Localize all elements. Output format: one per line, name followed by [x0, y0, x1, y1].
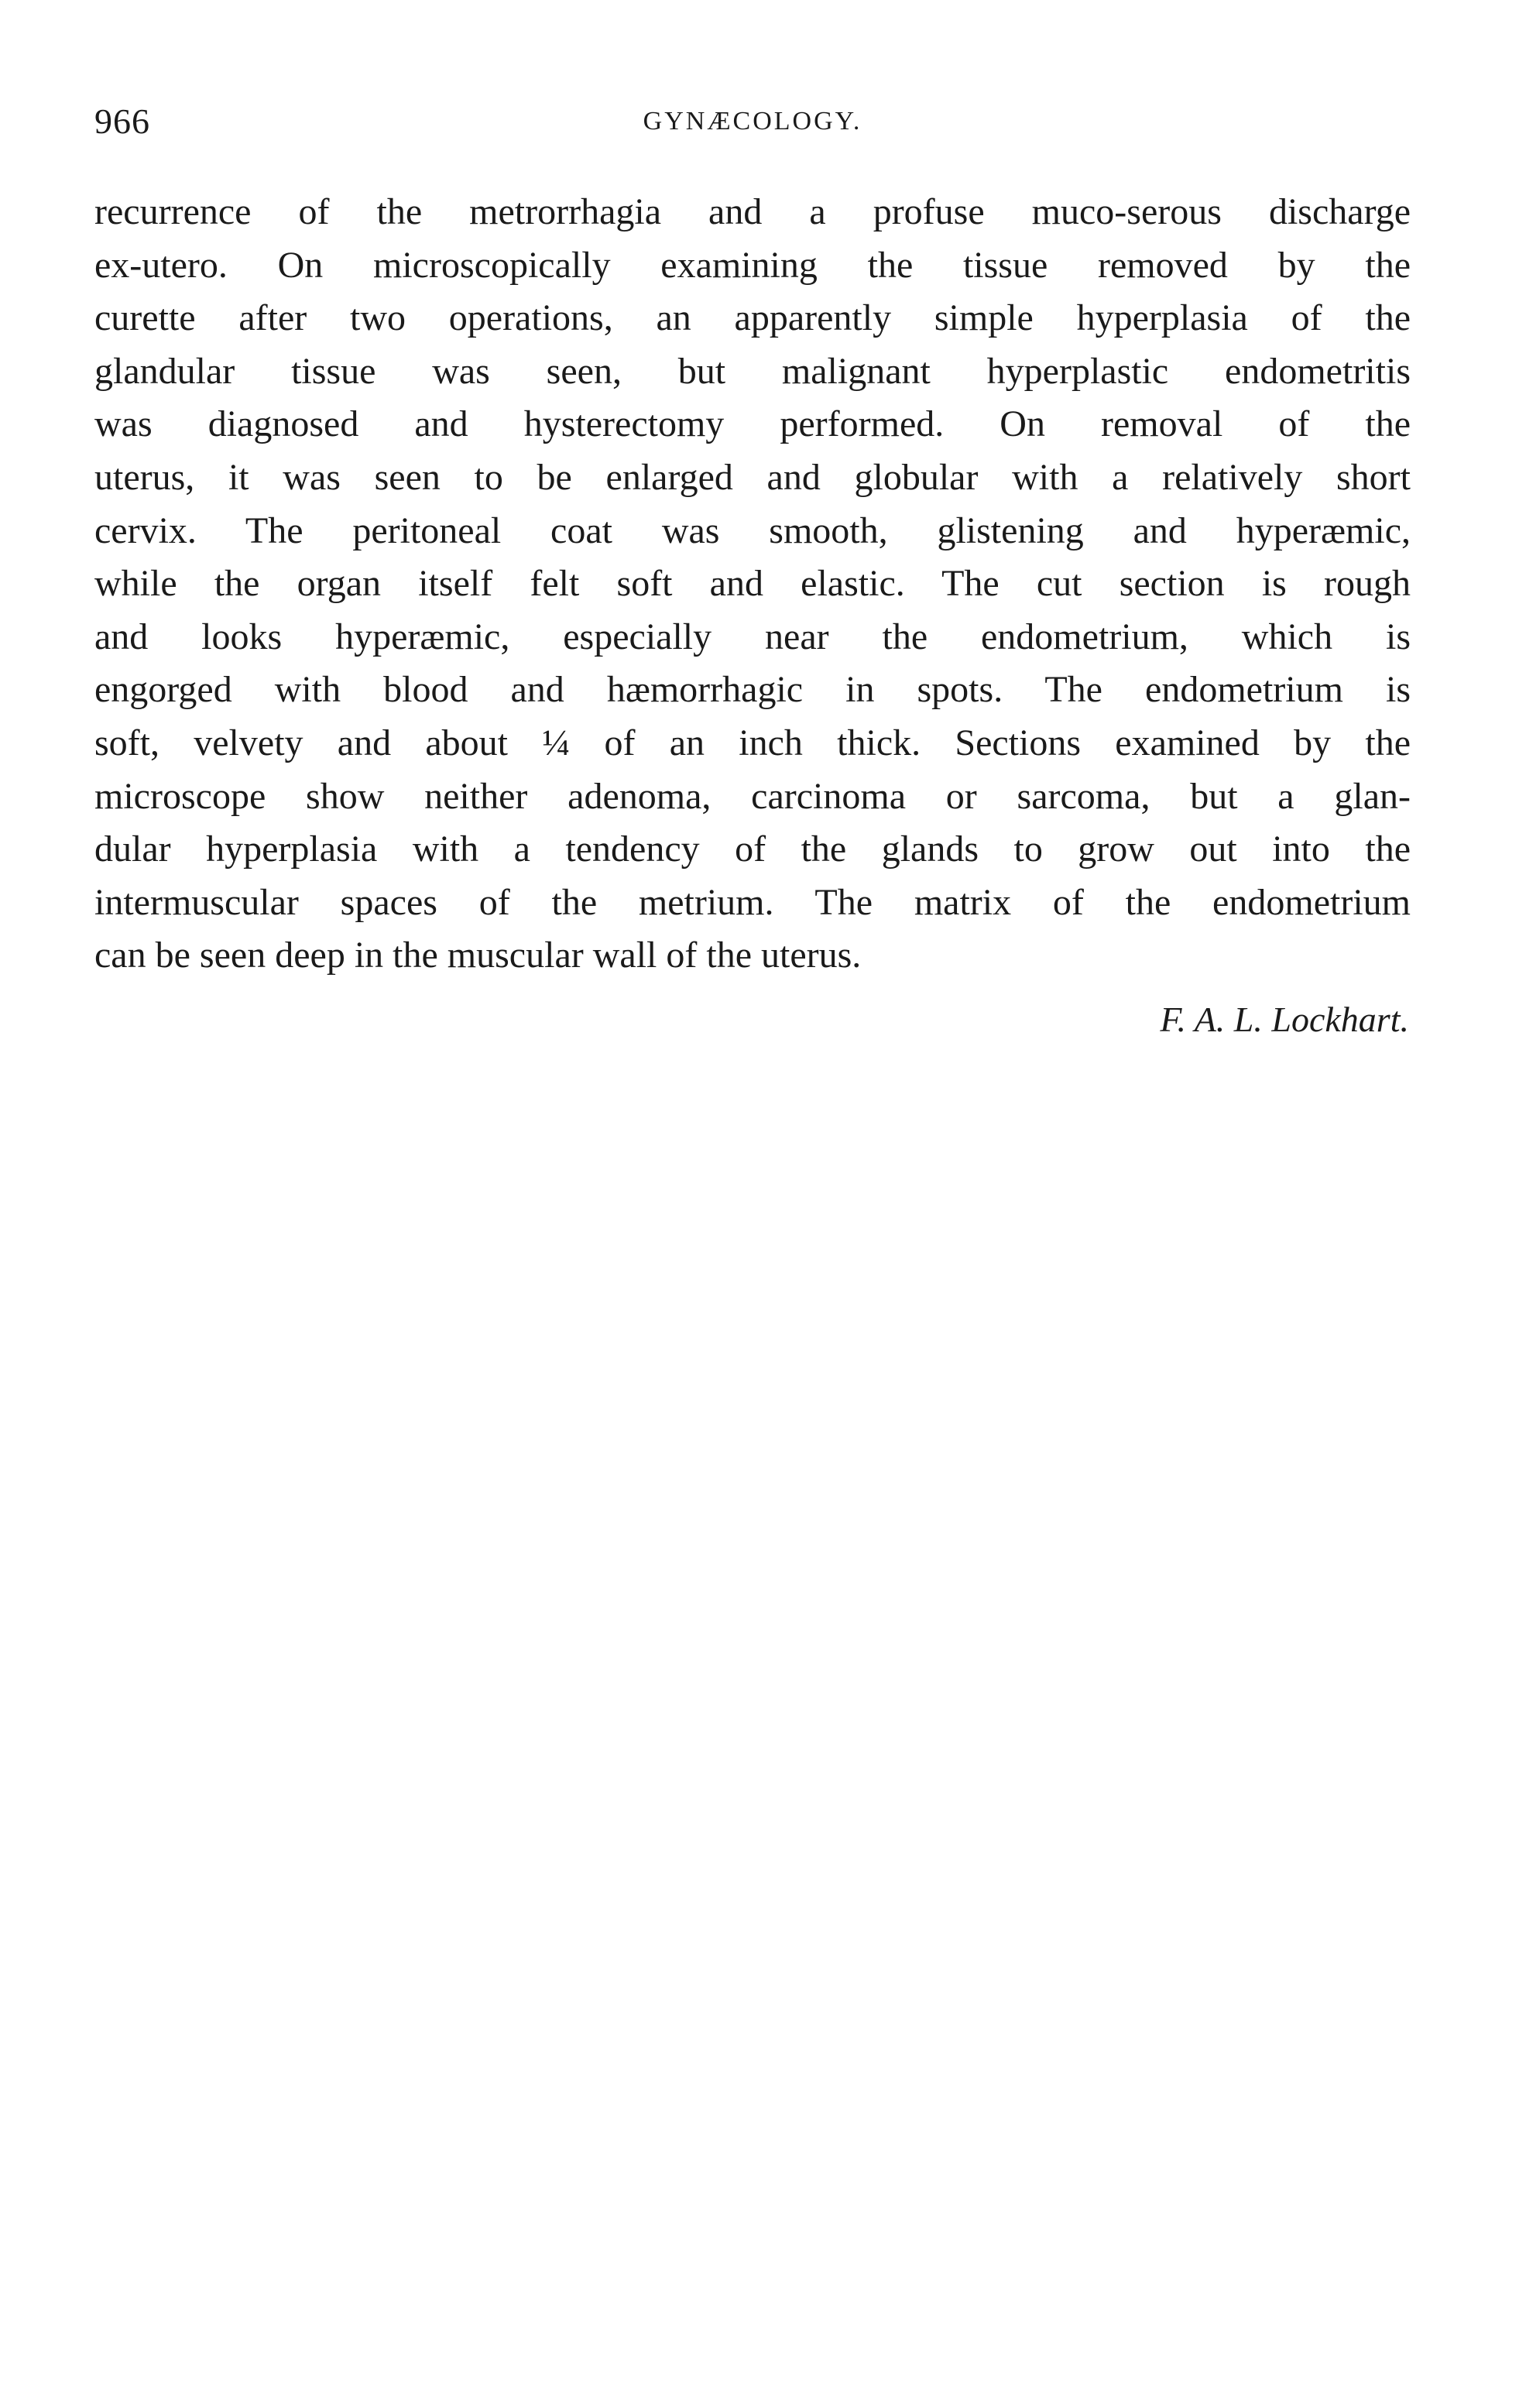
text-line: and looks hyperæmic, especially near the endometrium, which is: [94, 616, 1411, 657]
text-line: can be seen deep in the muscular wall of the uterus.: [94, 935, 862, 976]
text-line: soft, velvety and about ¼ of an inch thick. Sections examined by the: [94, 722, 1411, 763]
text-line: recurrence of the metrorrhagia and a profuse muco-serous discharge: [94, 191, 1411, 232]
text-line: ex-utero. On microscopically examining the tissue removed by the: [94, 244, 1411, 286]
text-line: cervix. The peritoneal coat was smooth, glistening and hyperæmic,: [94, 509, 1411, 551]
text-line: engorged with blood and hæmorrhagic in spots. The endometrium is: [94, 669, 1411, 711]
author-signature: F. A. L. Lockhart.: [1160, 1000, 1409, 1039]
text-line: uterus, it was seen to be enlarged and globular with a relatively short: [94, 456, 1411, 498]
text-line: microscope show neither adenoma, carcinoma or sarcoma, but a glan-: [94, 775, 1411, 817]
text-line: intermuscular spaces of the metrium. The matrix of the endometrium: [94, 881, 1411, 923]
text-line: glandular tissue was seen, but malignant hyperplastic endometritis: [94, 350, 1411, 392]
running-title: GYNÆCOLOGY.: [643, 107, 862, 135]
running-head: [94, 93, 1411, 147]
page-number: 966: [94, 101, 150, 141]
text-line: was diagnosed and hysterectomy performed. On removal of the: [94, 403, 1411, 445]
text-line: while the organ itself felt soft and elastic. The cut section is rough: [94, 563, 1411, 605]
text-line: dular hyperplasia with a tendency of the glands to grow out into the: [94, 828, 1411, 870]
body-paragraph: [94, 186, 1411, 983]
text-line: curette after two operations, an apparently simple hyperplasia of the: [94, 297, 1411, 339]
